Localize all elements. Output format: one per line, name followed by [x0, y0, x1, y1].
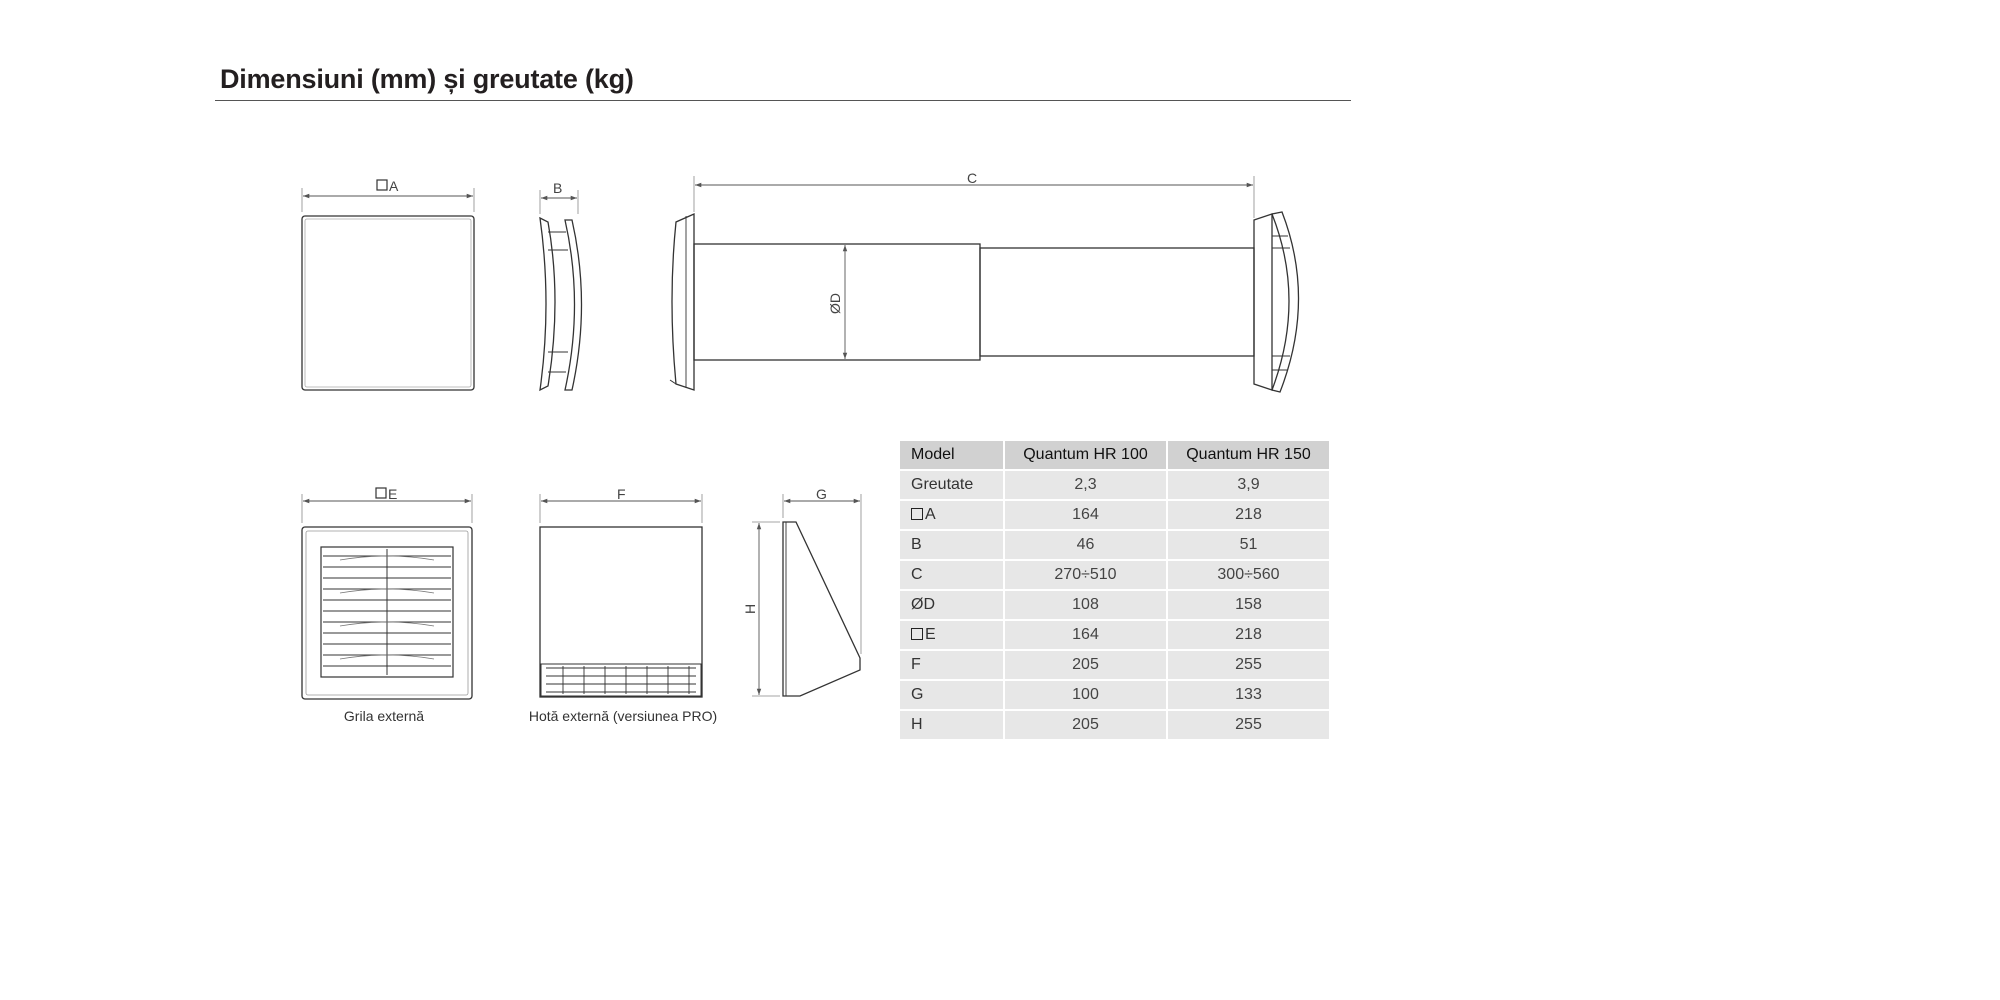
param-cell [900, 621, 1005, 651]
value-hr150: 51 [1168, 531, 1331, 561]
dim-label-a [377, 178, 399, 194]
value-hr150: 158 [1168, 591, 1331, 621]
dim-label-d: ØD [827, 293, 843, 314]
external-grille-drawing [302, 494, 472, 699]
param-label: H [911, 716, 923, 733]
dim-label-f: F [617, 486, 626, 502]
param-cell [900, 471, 1005, 501]
caption-grille: Grila externă [343, 708, 425, 724]
external-hood-front-drawing [540, 494, 702, 697]
square-symbol-icon [911, 628, 923, 640]
dimensions-table [900, 441, 1331, 741]
param-cell [900, 711, 1005, 741]
value-hr100: 2,3 [1005, 471, 1168, 501]
table-row [900, 651, 1331, 681]
value-hr150: 3,9 [1168, 471, 1331, 501]
value-hr150: 255 [1168, 711, 1331, 741]
table-row [900, 531, 1331, 561]
svg-text:E: E [388, 486, 398, 502]
value-hr150: 218 [1168, 501, 1331, 531]
dim-label-c: C [967, 170, 978, 186]
dim-label-g: G [816, 486, 827, 502]
param-cell [900, 561, 1005, 591]
param-cell [900, 651, 1005, 681]
table-row [900, 621, 1331, 651]
table-row [900, 561, 1331, 591]
table-header-row [900, 441, 1331, 471]
table-row [900, 681, 1331, 711]
dim-label-h: H [742, 603, 758, 614]
caption-hood: Hotă externă (versiunea PRO) [528, 708, 718, 724]
long-view-drawing [670, 176, 1299, 392]
table-row [900, 711, 1331, 741]
header-hr100: Quantum HR 100 [1005, 441, 1168, 471]
side-view-drawing [540, 190, 582, 390]
dim-label-b: B [553, 180, 563, 196]
square-symbol-icon [911, 508, 923, 520]
value-hr100: 164 [1005, 501, 1168, 531]
value-hr100: 100 [1005, 681, 1168, 711]
header-model: Model [900, 441, 1005, 471]
param-label: ØD [911, 596, 935, 613]
table-row [900, 471, 1331, 501]
value-hr150: 218 [1168, 621, 1331, 651]
value-hr100: 164 [1005, 621, 1168, 651]
param-cell [900, 591, 1005, 621]
param-label: B [911, 536, 922, 553]
svg-text:A: A [389, 178, 399, 194]
external-hood-side-drawing [752, 494, 861, 696]
value-hr100: 205 [1005, 651, 1168, 681]
header-hr150: Quantum HR 150 [1168, 441, 1331, 471]
value-hr150: 133 [1168, 681, 1331, 711]
param-label: Greutate [911, 476, 974, 493]
table-row [900, 591, 1331, 621]
page-title: Dimensiuni (mm) și greutate (kg) [220, 64, 634, 94]
param-label: F [911, 656, 921, 673]
param-cell [900, 531, 1005, 561]
front-view-drawing [302, 188, 474, 390]
param-cell [900, 501, 1005, 531]
param-label: E [925, 626, 936, 643]
value-hr100: 270÷510 [1005, 561, 1168, 591]
value-hr100: 46 [1005, 531, 1168, 561]
param-label: C [911, 566, 923, 583]
param-cell [900, 681, 1005, 711]
param-label: G [911, 686, 924, 703]
value-hr150: 255 [1168, 651, 1331, 681]
param-label: A [925, 506, 936, 523]
dim-label-e [376, 486, 397, 502]
value-hr100: 205 [1005, 711, 1168, 741]
value-hr100: 108 [1005, 591, 1168, 621]
value-hr150: 300÷560 [1168, 561, 1331, 591]
table-row [900, 501, 1331, 531]
